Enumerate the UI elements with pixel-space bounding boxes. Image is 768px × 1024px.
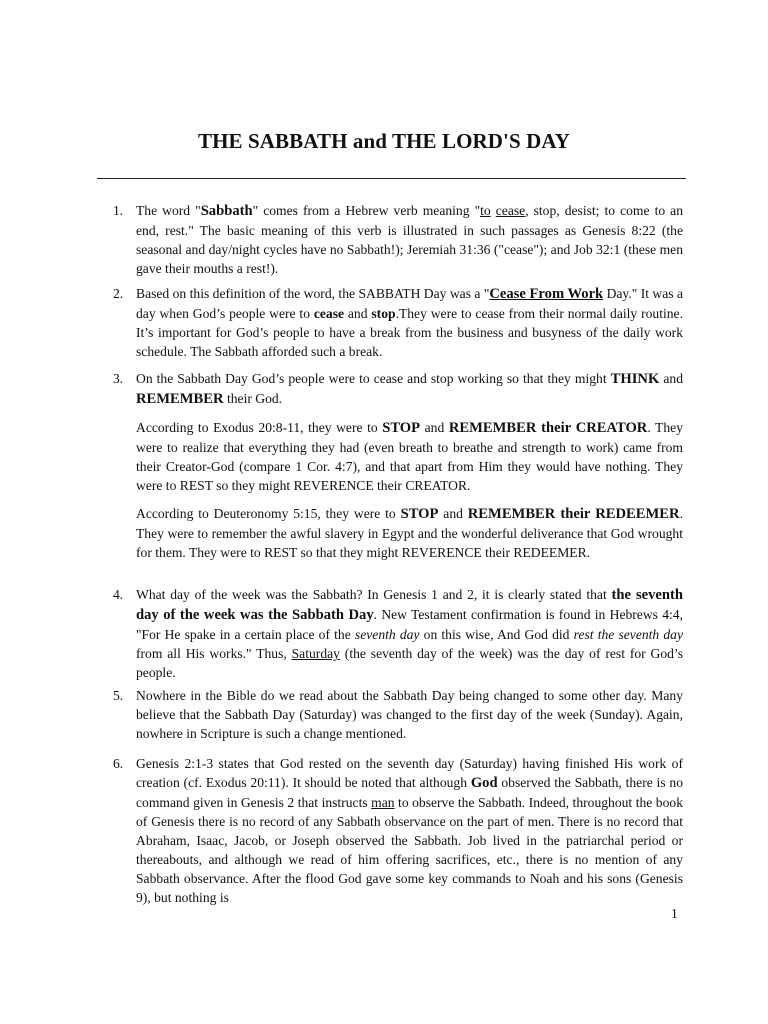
text-run: Day." It was a day when God’s people were to <box>136 286 683 321</box>
text-run: and <box>659 371 683 386</box>
emphasis-stop: STOP <box>382 420 421 436</box>
list-item-5 <box>113 686 683 743</box>
item-text <box>136 754 683 907</box>
text-run: . They were to remember the awful slavery in Egypt and the wonderful deliverance that God wrought for them. They were to REST so that they might REVERENCE their REDEEMER. <box>136 506 683 560</box>
title-divider <box>97 178 686 179</box>
page-number: 1 <box>671 906 678 921</box>
text-run: and <box>420 420 449 435</box>
text-run: and <box>344 306 372 321</box>
italic-rest-seventh-day: rest the seventh day <box>573 627 684 642</box>
text-run: " comes from a Hebrew verb meaning " <box>252 203 481 218</box>
text-run: The word " <box>136 203 201 218</box>
item-number: 4. <box>113 587 124 602</box>
emphasis-stop: STOP <box>400 506 439 522</box>
item-text <box>136 284 683 361</box>
emphasis-cease-from-work: Cease From Work <box>489 286 604 302</box>
emphasis-remember-creator: REMEMBER their CREATOR <box>448 420 648 436</box>
page-title: THE SABBATH and THE LORD'S DAY <box>198 129 570 153</box>
list-item-2 <box>113 284 683 361</box>
text-run: What day of the week was the Sabbath? In Genesis 1 and 2, it is clearly stated that <box>136 587 612 602</box>
emphasis-seventh-day: the seventh day of the week was the Sabbath Day <box>136 587 683 623</box>
emphasis-stop: stop <box>371 306 396 321</box>
underline-to: to <box>480 203 491 218</box>
text-run: , stop, desist; to come to an end, rest." The basic meaning of this verb is illustrated in such passages as Genesis 8:22 (the seasonal and day/night cycles have no Sabbath!); Jeremiah 31:36 ("cease"); and Job 32:1 (these men gave their mouths a rest!). <box>136 203 684 276</box>
list-item-1 <box>113 201 683 278</box>
text-run: their God. <box>223 391 283 406</box>
emphasis-god: God <box>470 775 498 791</box>
item-text <box>136 369 683 409</box>
text-run: Based on this definition of the word, the SABBATH Day was a " <box>136 286 490 301</box>
text-run: (the seventh day of the week) was the day of rest for God’s people. <box>136 646 683 680</box>
item-number: 5. <box>113 688 124 703</box>
text-run: from all His works." Thus, <box>136 646 292 661</box>
list-item-4 <box>113 585 683 682</box>
text-run: On the Sabbath Day God’s people were to cease and stop working so that they might <box>136 371 611 386</box>
text-run: According to Deuteronomy 5:15, they were to <box>136 506 401 521</box>
text-run: to observe the Sabbath. Indeed, throughout the book of Genesis there is no record of any Sabbath observance on the part of men. There is no record that Abraham, Isaac, Jacob, or Joseph observed the Sabbath. Job lived in the patriarchal period or thereabouts, and although we read of him offering sacrifices, etc., there is no mention of any Sabbath observance. After the flood God gave some key commands to Noah and his sons (Genesis 9), but nothing is <box>136 795 683 905</box>
list-item-3 <box>113 369 683 562</box>
text-run: and <box>438 506 468 521</box>
emphasis-remember-redeemer: REMEMBER their REDEEMER <box>467 506 680 522</box>
item-text <box>136 585 683 682</box>
text-run: . They were to realize that everything they had (even breath to breathe and strength to work) came from their Creator-God (compare 1 Cor. 4:7), and that apart from Him they would have nothing. They were to REST so they might REVERENCE their CREATOR. <box>136 420 683 493</box>
emphasis-think: THINK <box>610 371 660 387</box>
emphasis-remember: REMEMBER <box>136 391 224 407</box>
emphasis-cease: cease <box>313 306 345 321</box>
item-text <box>136 201 683 278</box>
text-run: observed the Sabbath, there is no command given in Genesis 2 that instructs <box>136 775 683 810</box>
item-subparagraph-creator <box>136 418 683 495</box>
list-item-6 <box>113 754 683 907</box>
item-number: 1. <box>113 203 124 218</box>
item-number: 2. <box>113 286 124 301</box>
item-subparagraph-redeemer <box>136 504 683 562</box>
text-run: on this wise, And God did <box>419 627 574 642</box>
text-run: According to Exodus 20:8-11, they were to <box>136 420 383 435</box>
underline-saturday: Saturday <box>291 646 340 661</box>
item-text: Nowhere in the Bible do we read about the Sabbath Day being changed to some other day. Many believe that the Sabbath Day (Saturday) was changed to the first day of the week (Sunday). Again, nowhere in Scripture is such a change mentioned. <box>136 688 683 741</box>
text-run: Genesis 2:1-3 states that God rested on the seventh day (Saturday) having finished His work of creation (cf. Exodus 20:11). It should be noted that although <box>136 756 683 790</box>
emphasis-sabbath: Sabbath <box>200 203 253 219</box>
text-run: . New Testament confirmation is found in Hebrews 4:4, "For He spake in a certain place of the <box>136 607 683 642</box>
italic-seventh-day: seventh day <box>354 627 420 642</box>
item-number: 6. <box>113 756 124 771</box>
item-number: 3. <box>113 371 124 386</box>
text-run: .They were to cease from their normal daily routine. It’s important for God’s people to have a break from the business and busyness of the daily work schedule. The Sabbath afforded such a break. <box>136 306 683 359</box>
underline-man: man <box>371 795 395 810</box>
underline-cease: cease <box>495 203 526 218</box>
